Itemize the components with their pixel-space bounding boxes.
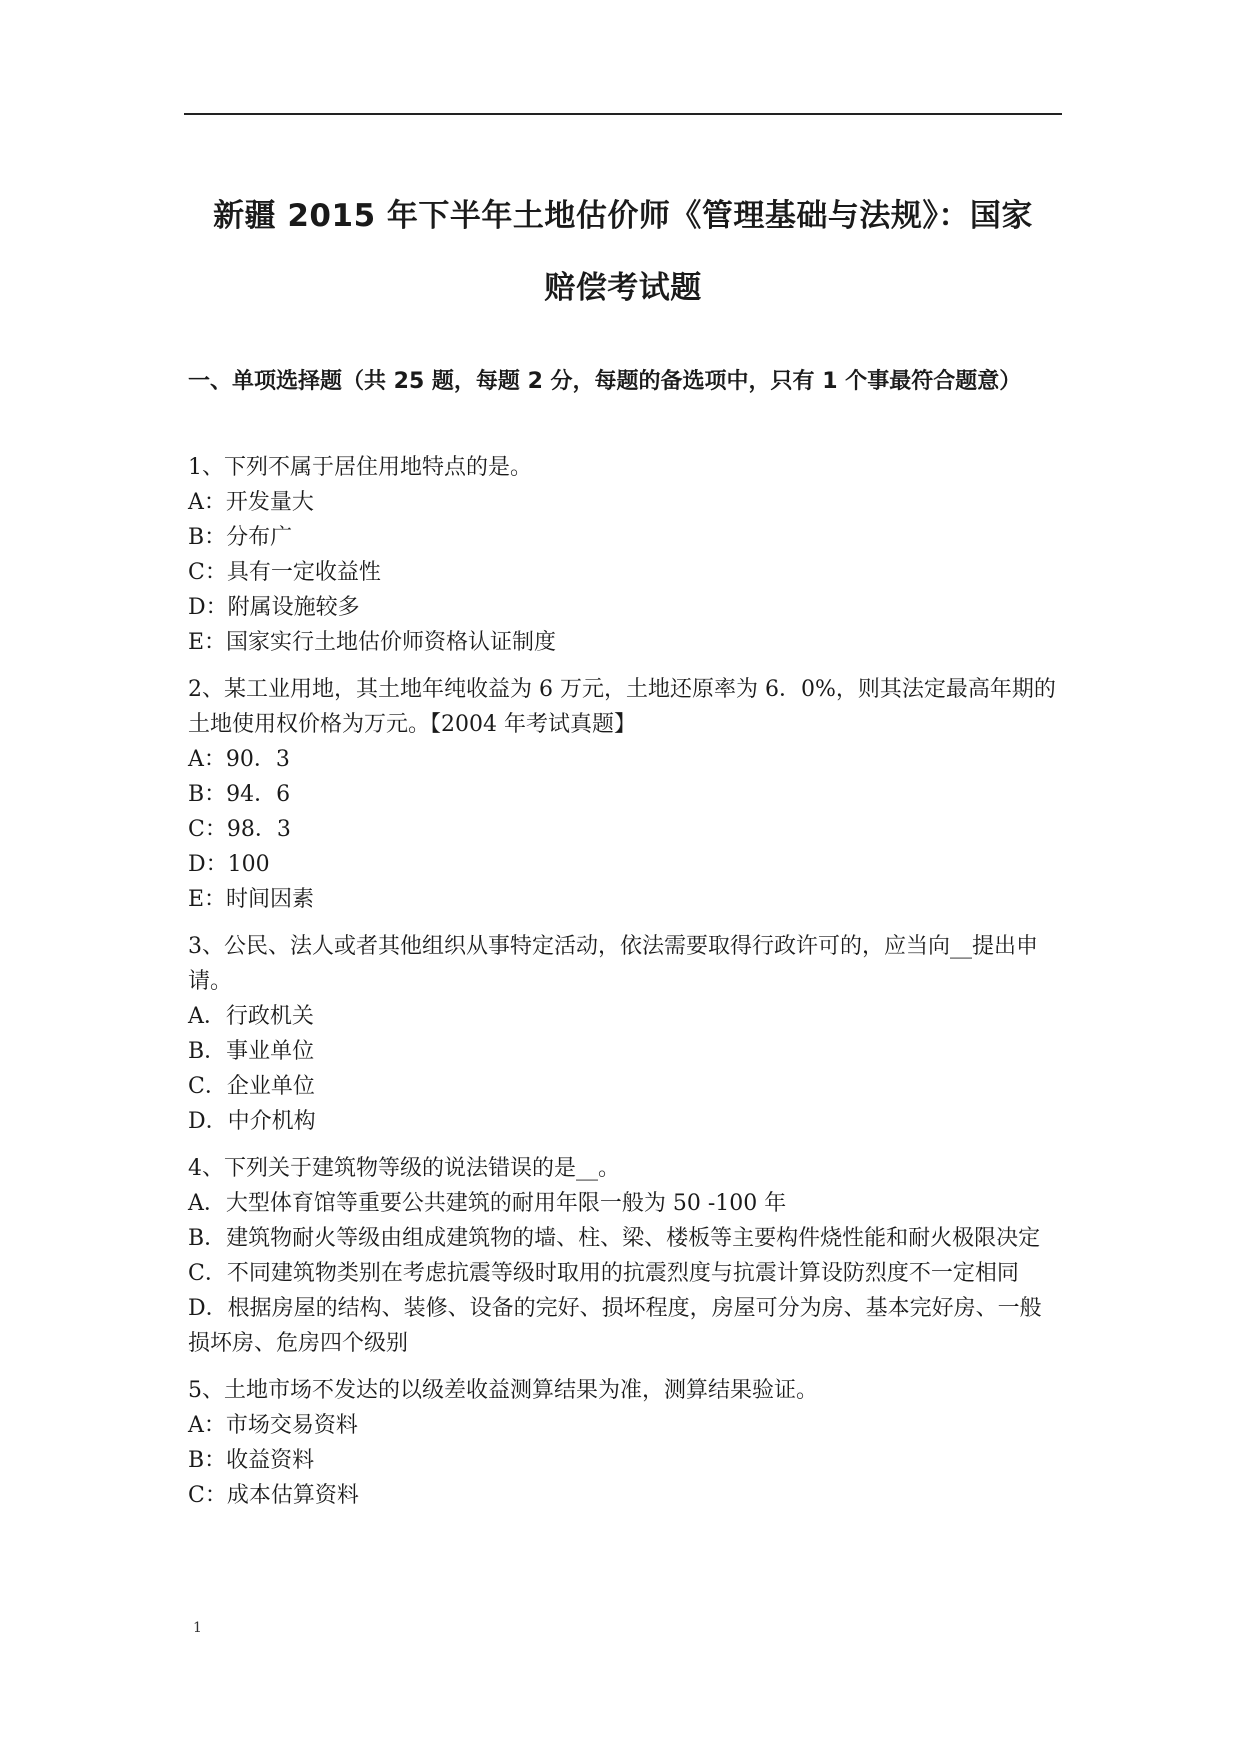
question-3 bbox=[188, 929, 1058, 1139]
option-b: B：94．6 bbox=[188, 782, 291, 807]
option-d: D．中介机构 bbox=[188, 1109, 316, 1134]
question-1 bbox=[188, 450, 1058, 660]
option-b: B．事业单位 bbox=[188, 1039, 315, 1064]
question-5 bbox=[188, 1373, 1058, 1513]
page-number: 1 bbox=[193, 1620, 202, 1636]
header-rule bbox=[184, 113, 1062, 115]
option-d: D：附属设施较多 bbox=[188, 595, 360, 620]
question-list bbox=[188, 450, 1058, 1513]
question-stem: 4、下列关于建筑物等级的说法错误的是__。 bbox=[188, 1156, 620, 1181]
option-a: A：市场交易资料 bbox=[188, 1413, 358, 1438]
question-2 bbox=[188, 672, 1058, 917]
option-c: C．不同建筑物类别在考虑抗震等级时取用的抗震烈度与抗震计算设防烈度不一定相同 bbox=[188, 1261, 1019, 1286]
option-c: C．企业单位 bbox=[188, 1074, 315, 1099]
question-stem: 1、下列不属于居住用地特点的是。 bbox=[188, 455, 532, 480]
document-title bbox=[184, 180, 1062, 324]
option-d: D．根据房屋的结构、装修、设备的完好、损坏程度，房屋可分为房、基本完好房、一般损坏房、危房四个级别 bbox=[188, 1296, 1042, 1356]
section-heading: 一、单项选择题（共 25 题，每题 2 分，每题的备选项中，只有 1 个事最符合题意） bbox=[188, 369, 1022, 394]
option-c: C：98．3 bbox=[188, 817, 291, 842]
option-b: B：分布广 bbox=[188, 525, 293, 550]
option-c: C：具有一定收益性 bbox=[188, 560, 381, 585]
option-b: B：收益资料 bbox=[188, 1448, 315, 1473]
question-stem: 3、公民、法人或者其他组织从事特定活动，依法需要取得行政许可的，应当向__提出申请。 bbox=[188, 934, 1038, 994]
option-a: A．大型体育馆等重要公共建筑的耐用年限一般为 50 -100 年 bbox=[188, 1191, 787, 1216]
option-a: A．行政机关 bbox=[188, 1004, 314, 1029]
option-c: C：成本估算资料 bbox=[188, 1483, 359, 1508]
option-a: A：开发量大 bbox=[188, 490, 314, 515]
option-d: D：100 bbox=[188, 852, 270, 877]
option-a: A：90．3 bbox=[188, 747, 290, 772]
title-line-2: 赔偿考试题 bbox=[544, 270, 702, 306]
option-e: E：时间因素 bbox=[188, 887, 315, 912]
option-e: E：国家实行土地估价师资格认证制度 bbox=[188, 630, 557, 655]
option-b: B．建筑物耐火等级由组成建筑物的墙、柱、梁、楼板等主要构件烧性能和耐火极限决定 bbox=[188, 1226, 1041, 1251]
question-stem: 5、土地市场不发达的以级差收益测算结果为准，测算结果验证。 bbox=[188, 1378, 818, 1403]
question-4 bbox=[188, 1151, 1058, 1361]
question-stem: 2、某工业用地，其土地年纯收益为 6 万元，土地还原率为 6．0%，则其法定最高年期的土地使用权价格为万元。【2004 年考试真题】 bbox=[188, 677, 1056, 737]
title-line-1: 新疆 2015 年下半年土地估价师《管理基础与法规》：国家 bbox=[213, 198, 1033, 234]
